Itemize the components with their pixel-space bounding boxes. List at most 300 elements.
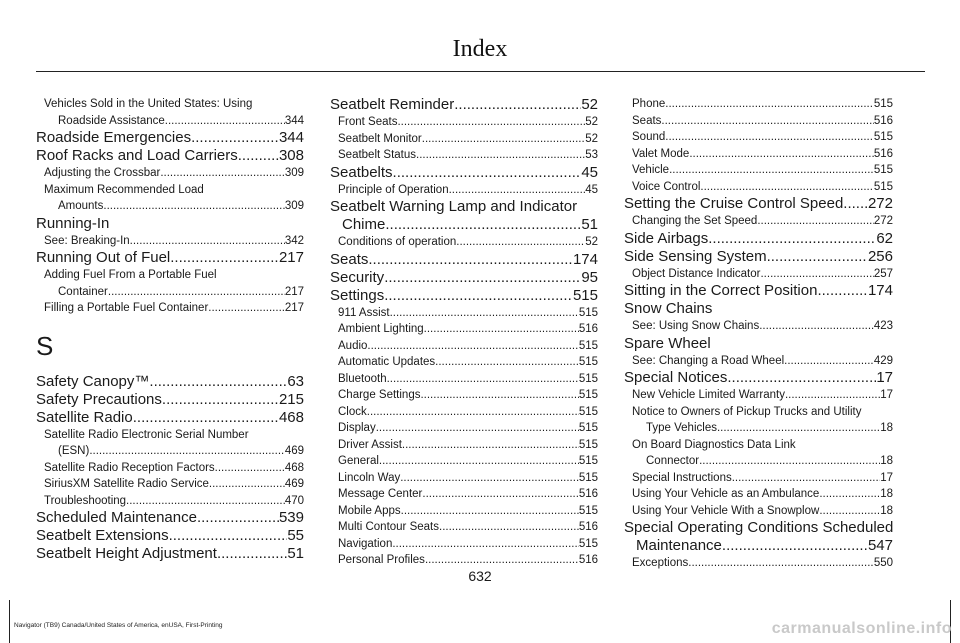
dot-leader bbox=[402, 437, 579, 454]
entry-page-ref[interactable]: 95 bbox=[581, 268, 598, 286]
dot-leader bbox=[133, 409, 279, 427]
entry-row bbox=[338, 371, 598, 388]
dot-leader bbox=[149, 373, 287, 391]
entry-label: Scheduled Maintenance bbox=[36, 509, 197, 526]
dot-leader bbox=[209, 476, 285, 493]
entry-row bbox=[338, 420, 598, 437]
entry-row bbox=[338, 486, 598, 503]
entry-page-ref[interactable]: 51 bbox=[287, 545, 304, 562]
entry-label: Bluetooth bbox=[338, 372, 387, 385]
dot-leader bbox=[208, 300, 285, 317]
dot-leader bbox=[843, 195, 868, 213]
entry-row bbox=[330, 96, 598, 114]
dot-leader bbox=[169, 527, 288, 545]
index-entry bbox=[330, 453, 598, 470]
entry-row bbox=[624, 282, 893, 300]
entry-page-ref[interactable]: 547 bbox=[867, 537, 893, 554]
footer-text: Navigator (TB9) Canada/United States of America, enUSA, First-Printing bbox=[14, 622, 223, 629]
entry-row bbox=[44, 113, 304, 130]
entry-label: Seatbelt Height Adjustment bbox=[36, 545, 217, 562]
entry-row bbox=[44, 443, 304, 460]
index-entry bbox=[330, 486, 598, 503]
dot-leader bbox=[217, 545, 287, 563]
entry-label: General bbox=[338, 455, 379, 467]
dot-leader bbox=[165, 113, 285, 130]
entry-label: Driver Assist bbox=[338, 438, 402, 451]
entry-row bbox=[624, 537, 893, 555]
entry-row bbox=[44, 198, 304, 215]
index-entry bbox=[36, 233, 304, 250]
index-entry bbox=[36, 373, 304, 391]
entry-label: Seatbelt Status bbox=[338, 149, 416, 161]
entry-page-ref[interactable]: 217 bbox=[278, 249, 304, 266]
index-entry bbox=[330, 470, 598, 487]
entry-label: Filling a Portable Fuel Container bbox=[44, 302, 209, 314]
entry-page-ref[interactable]: 272 bbox=[867, 195, 893, 212]
entry-heading-line: Vehicles Sold in the United States: Using bbox=[44, 98, 253, 110]
dot-leader bbox=[368, 251, 573, 269]
entry-page-ref[interactable]: 539 bbox=[278, 509, 304, 526]
entry-row bbox=[338, 114, 598, 131]
entry-page-ref[interactable]: 515 bbox=[578, 471, 598, 484]
dot-leader bbox=[376, 420, 579, 437]
index-entry bbox=[330, 287, 598, 305]
entry-row bbox=[330, 287, 598, 305]
index-column-3 bbox=[624, 96, 893, 572]
index-entry bbox=[330, 519, 598, 536]
entry-page-ref[interactable]: 174 bbox=[867, 282, 893, 299]
entry-row bbox=[632, 318, 893, 335]
entry-label: Personal Profiles bbox=[338, 554, 425, 566]
entry-row bbox=[632, 213, 893, 230]
entry-page-ref[interactable]: 256 bbox=[867, 247, 893, 265]
dot-leader bbox=[435, 354, 579, 371]
dot-leader bbox=[160, 165, 284, 182]
dot-leader bbox=[665, 129, 874, 146]
dot-leader bbox=[384, 269, 581, 287]
dot-leader bbox=[238, 147, 279, 165]
entry-row bbox=[36, 527, 304, 545]
index-entry bbox=[624, 470, 893, 487]
index-entry bbox=[624, 486, 893, 503]
dot-leader bbox=[108, 284, 285, 301]
index-entry bbox=[36, 129, 304, 147]
entry-row bbox=[338, 437, 598, 454]
entry-page-ref[interactable]: 215 bbox=[278, 390, 304, 408]
entry-row bbox=[36, 545, 304, 563]
dot-leader bbox=[449, 182, 586, 199]
entry-row bbox=[44, 284, 304, 301]
entry-label: Chime bbox=[342, 216, 386, 233]
entry-page-ref[interactable]: 342 bbox=[284, 234, 304, 247]
dot-leader bbox=[456, 234, 585, 251]
dot-leader bbox=[400, 470, 579, 487]
dot-leader bbox=[669, 162, 874, 179]
entry-page-ref[interactable]: 516 bbox=[873, 147, 893, 160]
index-entry bbox=[36, 476, 304, 493]
entry-page-ref[interactable]: 470 bbox=[284, 494, 304, 507]
entry-label: Safety Canopy™ bbox=[36, 372, 150, 390]
entry-row bbox=[36, 409, 304, 427]
entry-page-ref[interactable]: 516 bbox=[578, 521, 598, 533]
index-entry bbox=[624, 404, 893, 437]
index-entry bbox=[330, 552, 598, 569]
index-entry bbox=[330, 387, 598, 404]
entry-page-ref[interactable]: 550 bbox=[873, 557, 893, 569]
entry-label: Multi Contour Seats bbox=[338, 521, 439, 533]
entry-heading-line: Seatbelt Warning Lamp and Indicator bbox=[330, 198, 578, 215]
dot-leader bbox=[424, 321, 579, 338]
entry-page-ref[interactable]: 309 bbox=[284, 167, 304, 179]
entry-label: SiriusXM Satellite Radio Service bbox=[44, 478, 209, 490]
entry-row bbox=[632, 453, 893, 470]
entry-label: See: Changing a Road Wheel bbox=[632, 354, 785, 367]
col2-list bbox=[330, 96, 598, 569]
entry-row bbox=[330, 251, 598, 269]
entry-page-ref[interactable]: 515 bbox=[873, 98, 893, 110]
entry-label: Seats bbox=[330, 250, 369, 268]
entry-row bbox=[36, 373, 304, 391]
entry-row bbox=[338, 387, 598, 404]
entry-row bbox=[632, 162, 893, 179]
index-entry bbox=[36, 249, 304, 267]
entry-page-ref[interactable]: 52 bbox=[585, 116, 598, 128]
entry-label: Seatbelts bbox=[330, 163, 393, 181]
entry-page-ref[interactable]: 515 bbox=[578, 537, 598, 550]
dot-leader bbox=[732, 470, 880, 487]
index-entry bbox=[624, 519, 893, 555]
entry-heading-line: Spare Wheel bbox=[624, 334, 711, 352]
entry-label: Clock bbox=[338, 405, 367, 418]
entry-label: Exceptions bbox=[632, 557, 689, 569]
index-entry bbox=[624, 195, 893, 213]
index-entry bbox=[624, 282, 893, 300]
index-entry bbox=[624, 318, 893, 335]
entry-label: Roof Racks and Load Carriers bbox=[36, 147, 238, 164]
entry-row bbox=[632, 353, 893, 370]
index-entry bbox=[624, 266, 893, 283]
dot-leader bbox=[757, 213, 873, 230]
entry-row bbox=[330, 164, 598, 182]
entry-heading-line: Notice to Owners of Pickup Trucks and Utility bbox=[632, 405, 862, 418]
dot-leader bbox=[215, 460, 285, 477]
entry-page-ref[interactable]: 423 bbox=[873, 320, 893, 332]
entry-label: Front Seats bbox=[338, 116, 398, 128]
header-divider bbox=[36, 71, 925, 72]
entry-page-ref[interactable]: 217 bbox=[284, 302, 304, 314]
index-entry bbox=[330, 164, 598, 182]
index-entry bbox=[330, 338, 598, 355]
entry-page-ref[interactable]: 309 bbox=[284, 200, 304, 212]
dot-leader bbox=[191, 129, 279, 147]
entry-label: Security bbox=[330, 268, 385, 286]
entry-heading-line: Running-In bbox=[36, 214, 110, 232]
entry-row bbox=[330, 216, 598, 234]
entry-page-ref[interactable]: 18 bbox=[880, 455, 893, 467]
index-entry bbox=[624, 437, 893, 470]
dot-leader bbox=[819, 503, 880, 520]
entry-label: Side Airbags bbox=[624, 229, 709, 247]
dot-leader bbox=[416, 147, 585, 164]
entry-label: 911 Assist bbox=[338, 306, 390, 319]
entry-label: Running Out of Fuel bbox=[36, 249, 171, 266]
entry-page-ref[interactable]: 515 bbox=[873, 180, 893, 193]
entry-row bbox=[624, 369, 893, 387]
entry-row bbox=[44, 493, 304, 510]
index-entry bbox=[36, 493, 304, 510]
dot-leader bbox=[392, 536, 578, 553]
entry-page-ref[interactable]: 17 bbox=[880, 471, 893, 484]
entry-page-ref[interactable]: 52 bbox=[585, 132, 598, 145]
dot-leader bbox=[387, 371, 579, 388]
index-entry bbox=[330, 131, 598, 148]
entry-label: Conditions of operation bbox=[338, 236, 457, 248]
dot-leader bbox=[379, 453, 579, 470]
entry-label: Seatbelt Extensions bbox=[36, 527, 169, 544]
entry-label: Settings bbox=[330, 286, 385, 304]
entry-row bbox=[338, 404, 598, 421]
entry-label: Message Center bbox=[338, 488, 423, 500]
entry-page-ref[interactable]: 51 bbox=[581, 216, 598, 233]
entry-label: Ambient Lighting bbox=[338, 323, 424, 335]
entry-page-ref[interactable]: 515 bbox=[578, 405, 598, 418]
entry-page-ref[interactable]: 257 bbox=[873, 267, 893, 280]
entry-row bbox=[44, 233, 304, 250]
entry-page-ref[interactable]: 344 bbox=[284, 114, 304, 127]
entry-row bbox=[338, 503, 598, 520]
entry-row bbox=[44, 165, 304, 182]
entry-row bbox=[330, 269, 598, 287]
entry-page-ref[interactable]: 515 bbox=[578, 422, 598, 434]
entry-label: Using Your Vehicle With a Snowplow bbox=[632, 504, 820, 517]
entry-page-ref[interactable]: 174 bbox=[572, 250, 598, 268]
entry-row bbox=[632, 420, 893, 437]
dot-leader bbox=[727, 369, 876, 387]
index-entry bbox=[624, 162, 893, 179]
entry-row bbox=[36, 147, 304, 165]
entry-page-ref[interactable]: 516 bbox=[578, 488, 598, 500]
dot-leader bbox=[689, 146, 873, 163]
entry-page-ref[interactable]: 53 bbox=[585, 149, 598, 161]
entry-row bbox=[44, 460, 304, 477]
entry-label: Object Distance Indicator bbox=[632, 267, 761, 280]
index-entry bbox=[36, 409, 304, 427]
entry-page-ref[interactable]: 17 bbox=[880, 389, 893, 401]
index-entry bbox=[330, 305, 598, 322]
entry-page-ref[interactable]: 516 bbox=[578, 554, 598, 566]
index-entry bbox=[624, 387, 893, 404]
entry-heading-line: Adding Fuel From a Portable Fuel bbox=[44, 269, 217, 281]
dot-leader bbox=[170, 249, 279, 267]
index-entry bbox=[330, 114, 598, 131]
entry-label: Maintenance bbox=[636, 537, 722, 554]
dot-leader bbox=[89, 443, 285, 460]
page-title: Index bbox=[452, 36, 508, 62]
entry-page-ref[interactable]: 515 bbox=[578, 372, 598, 385]
entry-row bbox=[632, 486, 893, 503]
entry-label: Vehicle bbox=[632, 164, 670, 176]
dot-leader bbox=[784, 353, 874, 370]
entry-page-ref[interactable]: 52 bbox=[581, 96, 598, 113]
entry-label: Seats bbox=[632, 114, 662, 127]
dot-leader bbox=[126, 493, 285, 510]
dot-leader bbox=[439, 519, 579, 536]
entry-row bbox=[632, 113, 893, 130]
entry-label: Seatbelt Monitor bbox=[338, 132, 422, 145]
index-column-2 bbox=[330, 96, 598, 569]
entry-label: Valet Mode bbox=[632, 147, 690, 160]
index-entry bbox=[36, 182, 304, 215]
dot-leader bbox=[197, 509, 279, 527]
dot-leader bbox=[384, 287, 573, 305]
dot-leader bbox=[393, 164, 582, 182]
entry-page-ref[interactable]: 17 bbox=[876, 369, 893, 386]
index-entry bbox=[36, 96, 304, 129]
entry-row bbox=[632, 129, 893, 146]
index-entry bbox=[624, 146, 893, 163]
entry-row bbox=[624, 230, 893, 248]
watermark-logo: carmanualsonline.info bbox=[771, 620, 952, 637]
entry-label: Voice Control bbox=[632, 180, 701, 193]
col1-before-list bbox=[36, 96, 304, 317]
entry-row bbox=[632, 387, 893, 404]
index-entry bbox=[36, 527, 304, 545]
entry-label: New Vehicle Limited Warranty bbox=[632, 389, 785, 401]
entry-label: Phone bbox=[632, 98, 666, 110]
index-entry bbox=[330, 371, 598, 388]
entry-page-ref[interactable]: 469 bbox=[284, 445, 304, 457]
entry-page-ref[interactable]: 217 bbox=[284, 285, 304, 298]
dot-leader bbox=[767, 248, 868, 266]
entry-page-ref[interactable]: 18 bbox=[880, 422, 893, 434]
index-entry bbox=[36, 215, 304, 233]
entry-page-ref[interactable]: 515 bbox=[578, 504, 598, 517]
dot-leader bbox=[367, 338, 578, 355]
entry-page-ref[interactable]: 515 bbox=[578, 339, 598, 352]
index-entry bbox=[330, 354, 598, 371]
entry-label: Automatic Updates bbox=[338, 356, 436, 368]
index-column-1 bbox=[36, 96, 304, 563]
index-entry bbox=[624, 503, 893, 520]
index-entry bbox=[624, 248, 893, 266]
entry-page-ref[interactable]: 429 bbox=[873, 354, 893, 367]
entry-heading-line: Special Operating Conditions Scheduled bbox=[624, 519, 894, 536]
index-entry bbox=[624, 179, 893, 196]
entry-row bbox=[338, 338, 598, 355]
dot-leader bbox=[425, 552, 579, 569]
entry-page-ref[interactable]: 515 bbox=[572, 286, 598, 304]
entry-heading-line: Snow Chains bbox=[624, 300, 713, 317]
dot-leader bbox=[385, 216, 581, 234]
entry-row bbox=[624, 248, 893, 266]
entry-label: Roadside Emergencies bbox=[36, 129, 192, 146]
entry-row bbox=[632, 503, 893, 520]
entry-page-ref[interactable]: 18 bbox=[880, 488, 893, 500]
entry-label: Container bbox=[58, 285, 108, 298]
entry-page-ref[interactable]: 515 bbox=[578, 438, 598, 451]
dot-leader bbox=[103, 198, 284, 215]
entry-label: Charge Settings bbox=[338, 389, 421, 401]
entry-label: Using Your Vehicle as an Ambulance bbox=[632, 488, 820, 500]
index-entry bbox=[624, 113, 893, 130]
entry-page-ref[interactable]: 515 bbox=[578, 306, 598, 319]
index-entry bbox=[624, 353, 893, 370]
index-entry bbox=[624, 129, 893, 146]
entry-label: Connector bbox=[646, 455, 700, 467]
index-entry bbox=[36, 545, 304, 563]
entry-page-ref[interactable]: 18 bbox=[880, 504, 893, 517]
entry-row bbox=[338, 519, 598, 536]
dot-leader bbox=[401, 503, 579, 520]
entry-page-ref[interactable]: 515 bbox=[873, 131, 893, 143]
dot-leader bbox=[130, 233, 285, 250]
entry-page-ref[interactable]: 516 bbox=[873, 114, 893, 127]
entry-page-ref[interactable]: 272 bbox=[873, 215, 893, 227]
entry-label: Sound bbox=[632, 131, 666, 143]
entry-page-ref[interactable]: 62 bbox=[876, 229, 893, 247]
entry-label: Troubleshooting bbox=[44, 494, 127, 507]
entry-label: Amounts bbox=[58, 200, 104, 212]
entry-page-ref[interactable]: 515 bbox=[578, 455, 598, 467]
index-entry bbox=[330, 437, 598, 454]
entry-label: Display bbox=[338, 422, 376, 434]
dot-leader bbox=[759, 318, 874, 335]
entry-label: Changing the Set Speed bbox=[632, 215, 758, 227]
entry-page-ref[interactable]: 469 bbox=[284, 478, 304, 490]
entry-row bbox=[632, 179, 893, 196]
index-entry bbox=[330, 536, 598, 553]
entry-page-ref[interactable]: 55 bbox=[287, 527, 304, 544]
dot-leader bbox=[717, 420, 880, 437]
index-entry bbox=[330, 269, 598, 287]
entry-page-ref[interactable]: 344 bbox=[278, 129, 304, 146]
entry-page-ref[interactable]: 468 bbox=[284, 461, 304, 474]
entry-page-ref[interactable]: 52 bbox=[585, 236, 598, 248]
dot-leader bbox=[700, 179, 873, 196]
index-entry bbox=[330, 182, 598, 199]
col3-list bbox=[624, 96, 893, 572]
entry-page-ref[interactable]: 63 bbox=[287, 372, 304, 390]
entry-page-ref[interactable]: 516 bbox=[578, 323, 598, 335]
entry-page-ref[interactable]: 45 bbox=[585, 183, 598, 196]
entry-label: Setting the Cruise Control Speed bbox=[624, 195, 844, 212]
entry-page-ref[interactable]: 308 bbox=[278, 147, 304, 164]
section-letter: S bbox=[36, 330, 54, 361]
entry-label: Special Instructions bbox=[632, 471, 732, 484]
entry-row bbox=[338, 305, 598, 322]
entry-label: Adjusting the Crossbar bbox=[44, 167, 161, 179]
entry-page-ref[interactable]: 45 bbox=[581, 163, 598, 181]
index-entry bbox=[624, 300, 893, 318]
entry-row bbox=[338, 131, 598, 148]
entry-label: Principle of Operation bbox=[338, 183, 449, 196]
entry-row bbox=[338, 321, 598, 338]
entry-label: See: Breaking-In bbox=[44, 234, 130, 247]
entry-label: Roadside Assistance bbox=[58, 114, 165, 127]
dot-leader bbox=[817, 282, 868, 300]
entry-page-ref[interactable]: 515 bbox=[578, 389, 598, 401]
entry-row bbox=[338, 470, 598, 487]
entry-row bbox=[632, 470, 893, 487]
entry-heading-line: Satellite Radio Electronic Serial Number bbox=[44, 428, 249, 441]
dot-leader bbox=[665, 96, 874, 113]
entry-page-ref[interactable]: 515 bbox=[578, 356, 598, 368]
entry-label: Navigation bbox=[338, 537, 393, 550]
entry-label: (ESN) bbox=[58, 445, 90, 457]
entry-page-ref[interactable]: 515 bbox=[873, 164, 893, 176]
entry-page-ref[interactable]: 468 bbox=[278, 408, 304, 426]
entry-label: See: Using Snow Chains bbox=[632, 320, 760, 332]
